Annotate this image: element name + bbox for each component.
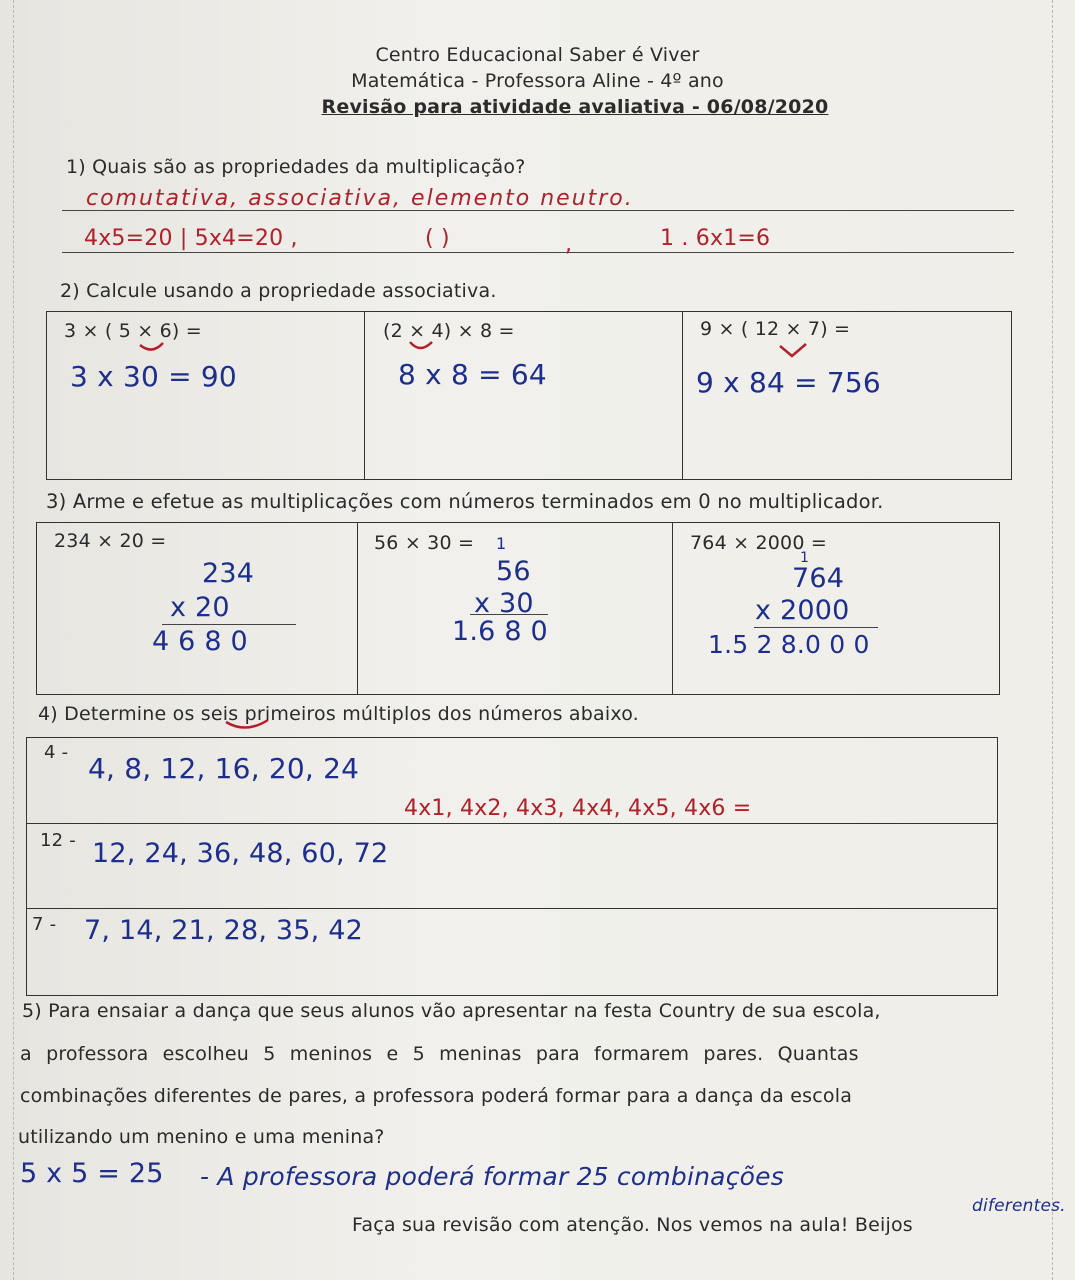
q4-label-12: 12 - [40,830,76,851]
q1-answer-line-1: comutativa, associativa, elemento neutro. [86,186,634,211]
q4-row-divider-2 [26,908,998,909]
subject-line: Matemática - Professora Aline - 4º ano [351,70,724,92]
q4-label-7: 7 - [32,914,57,935]
question-1: 1) Quais são as propriedades da multiplicação? [66,156,526,178]
q4-answer-12: 12, 24, 36, 48, 60, 72 [92,838,389,869]
question-5-line-4: utilizando um menino e uma menina? [18,1126,385,1148]
q4-note-4: 4x1, 4x2, 4x3, 4x4, 4x5, 4x6 = [404,796,752,821]
q5-answer-extra: diferentes. [972,1196,1066,1216]
check-mark-icon [140,343,163,350]
q3-top-2: 56 [496,556,531,587]
school-name: Centro Educacional Saber é Viver [375,44,700,66]
q2-prompt-3: 9 × ( 12 × 7) = [700,318,851,340]
question-5-line-1: 5) Para ensaiar a dança que seus alunos vão apresentar na festa Country de sua escola, [22,1000,881,1022]
q3-sum-line-3 [754,627,878,628]
q3-prompt-1: 234 × 20 = [54,530,167,552]
check-mark-icon [410,342,432,348]
q3-mult-1: x 20 [170,592,230,623]
q1-answer-line-2c: , [565,232,573,257]
q1-answer-line-2d: 1 . 6x1=6 [660,226,771,251]
q1-answer-line-2b: ( ) [425,226,450,251]
q3-carry-2: 1 [496,534,507,553]
q4-answer-7: 7, 14, 21, 28, 35, 42 [84,915,363,946]
q3-divider-1 [357,522,358,695]
q3-top-1: 234 [202,558,255,589]
q5-answer-text: - A professora poderá formar 25 combinações [200,1162,784,1191]
q2-prompt-2: (2 × 4) × 8 = [383,320,515,342]
q2-answer-3: 9 x 84 = 756 [696,366,881,399]
footer-note: Faça sua revisão com atenção. Nos vemos na aula! Beijos [352,1214,913,1236]
q3-result-1: 4 6 8 0 [152,626,248,657]
q3-divider-2 [672,522,673,695]
q2-answer-2: 8 x 8 = 64 [398,358,547,391]
q5-answer-calc: 5 x 5 = 25 [20,1158,164,1189]
question-5-line-3: combinações diferentes de pares, a professora poderá formar para a dança da escola [20,1085,853,1107]
q3-mult-3: x 2000 [755,595,850,626]
page-title: Revisão para atividade avaliativa - 06/08/2020 [321,96,829,118]
question-4: 4) Determine os seis primeiros múltiplos dos números abaixo. [38,703,639,725]
q4-row-divider-1 [26,823,998,824]
q3-sum-line-1 [162,624,296,625]
check-mark-icon [780,344,806,356]
q3-result-3: 1.5 2 8.0 0 0 [708,630,870,659]
question-2: 2) Calcule usando a propriedade associativa. [60,280,497,302]
q3-sum-line-2 [470,614,548,615]
q3-prompt-3: 764 × 2000 = [690,532,827,554]
question-3: 3) Arme e efetue as multiplicações com números terminados em 0 no multiplicador. [46,490,884,513]
q2-answer-1: 3 x 30 = 90 [70,360,237,393]
q3-carry-3: 1 [800,550,810,566]
q2-prompt-1: 3 × ( 5 × 6) = [64,320,202,342]
q3-prompt-2: 56 × 30 = [374,532,475,554]
q4-answer-4: 4, 8, 12, 16, 20, 24 [88,752,360,785]
q3-mult-2: x 30 [474,588,534,619]
question-5-line-2: a professora escolheu 5 meninos e 5 meninas para formarem pares. Quantas [20,1043,859,1065]
q3-top-3: 764 [792,563,845,594]
q1-answer-line-2a: 4x5=20 | 5x4=20 , [84,226,298,251]
q4-label-4: 4 - [44,742,69,763]
q3-result-2: 1.6 8 0 [452,616,548,647]
